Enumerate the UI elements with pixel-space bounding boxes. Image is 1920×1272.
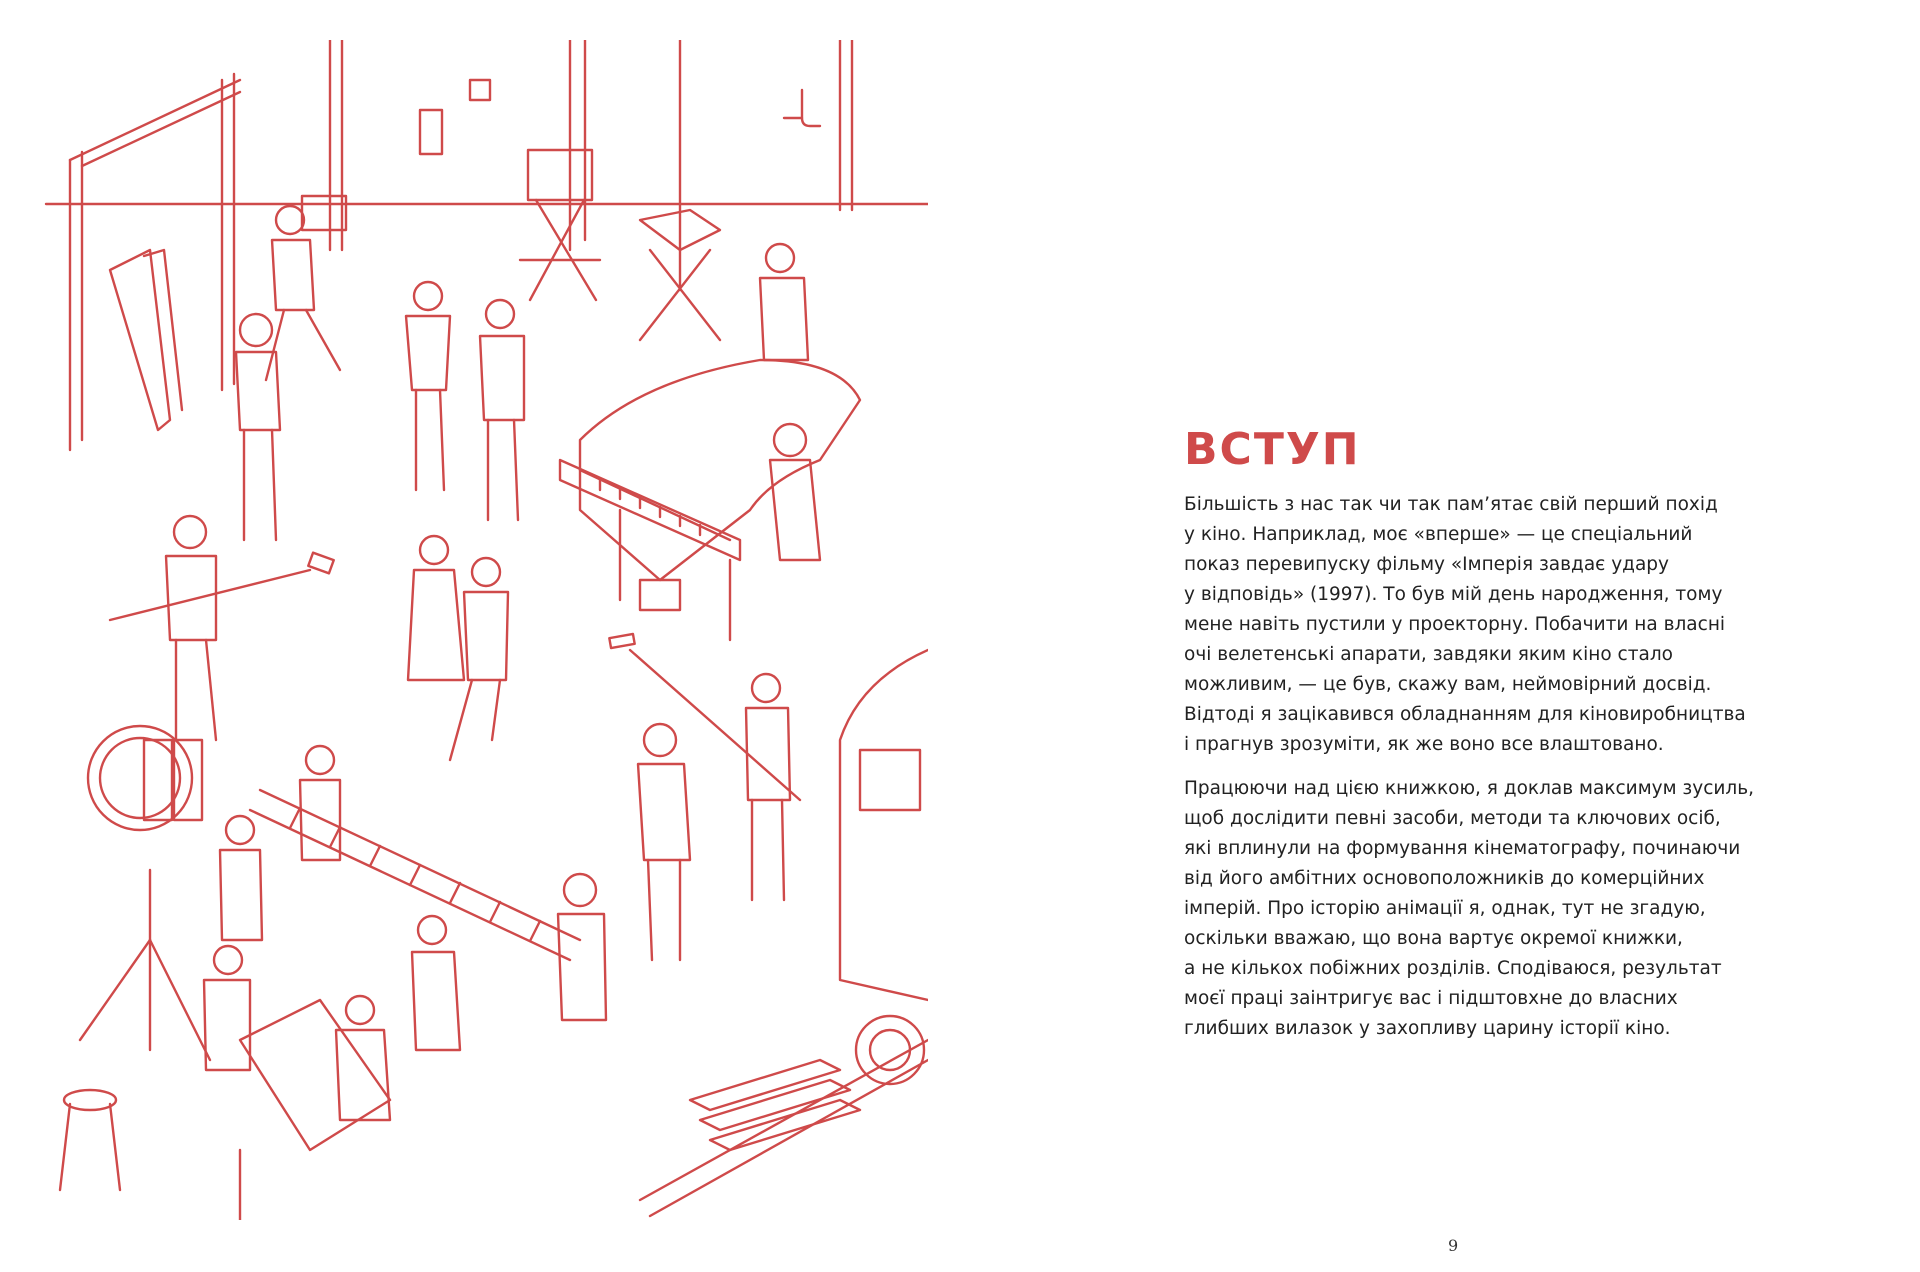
page-number: 9 [1448,1236,1459,1255]
text-line: моєї праці заінтригує вас і підштовхне до власних [1184,988,1678,1009]
director-chairs [520,150,720,340]
studio-walls [46,40,928,450]
stage-light [80,726,210,1060]
text-line: можливим, — це був, скажу вам, неймовірний досвід. [1184,674,1712,695]
text-line: у відповідь» (1997). То був мій день народження, тому [1184,584,1723,605]
text-line: а не кількох побіжних розділів. Сподіваюся, результат [1184,958,1722,979]
ladder [250,790,580,960]
chapter-title: ВСТУП [1184,424,1361,475]
text-line: оскільки вважаю, що вона вартує окремої книжки, [1184,928,1683,949]
text-line: які вплинули на формування кінематографу, починаючи [1184,838,1741,859]
text-line: імперій. Про історію анімації я, однак, тут не згадую, [1184,898,1706,919]
text-line: від його амбітних основоположників до комерційних [1184,868,1705,889]
intro-text [1184,490,1755,1044]
crew-figures [166,196,820,1120]
paragraph-1 [1184,490,1744,760]
text-line: мене навіть пустили у проекторну. Побачити на власні [1184,614,1726,635]
text-line: щоб дослідити певні засоби, методи та ключових осіб, [1184,808,1721,829]
text-line: у кіно. Наприклад, моє «вперше» — це спеціальний [1184,524,1693,545]
text-line: глибших вилазок у захопливу царину історії кіно. [1184,1018,1671,1039]
leaning-panels [110,250,182,430]
text-line: очі велетенські апарати, завдяки яким кіно стало [1184,644,1673,665]
film-studio-illustration [40,40,928,1220]
text-line: Більшість з нас так чи так пам’ятає свій перший похід [1184,494,1718,515]
text-line: Працюючи над цією книжкою, я доклав максимум зусиль, [1184,778,1755,799]
paragraph-2 [1184,774,1755,1044]
text-line: показ перевипуску фільму «Імперія завдає удару [1184,554,1669,575]
text-line: і прагнув зрозуміти, як же воно все влаштовано. [1184,734,1664,755]
text-line: Відтоді я зацікавився обладнанням для кіновиробництва [1184,704,1746,725]
wooden-boards [640,1040,928,1216]
van [840,650,928,1084]
